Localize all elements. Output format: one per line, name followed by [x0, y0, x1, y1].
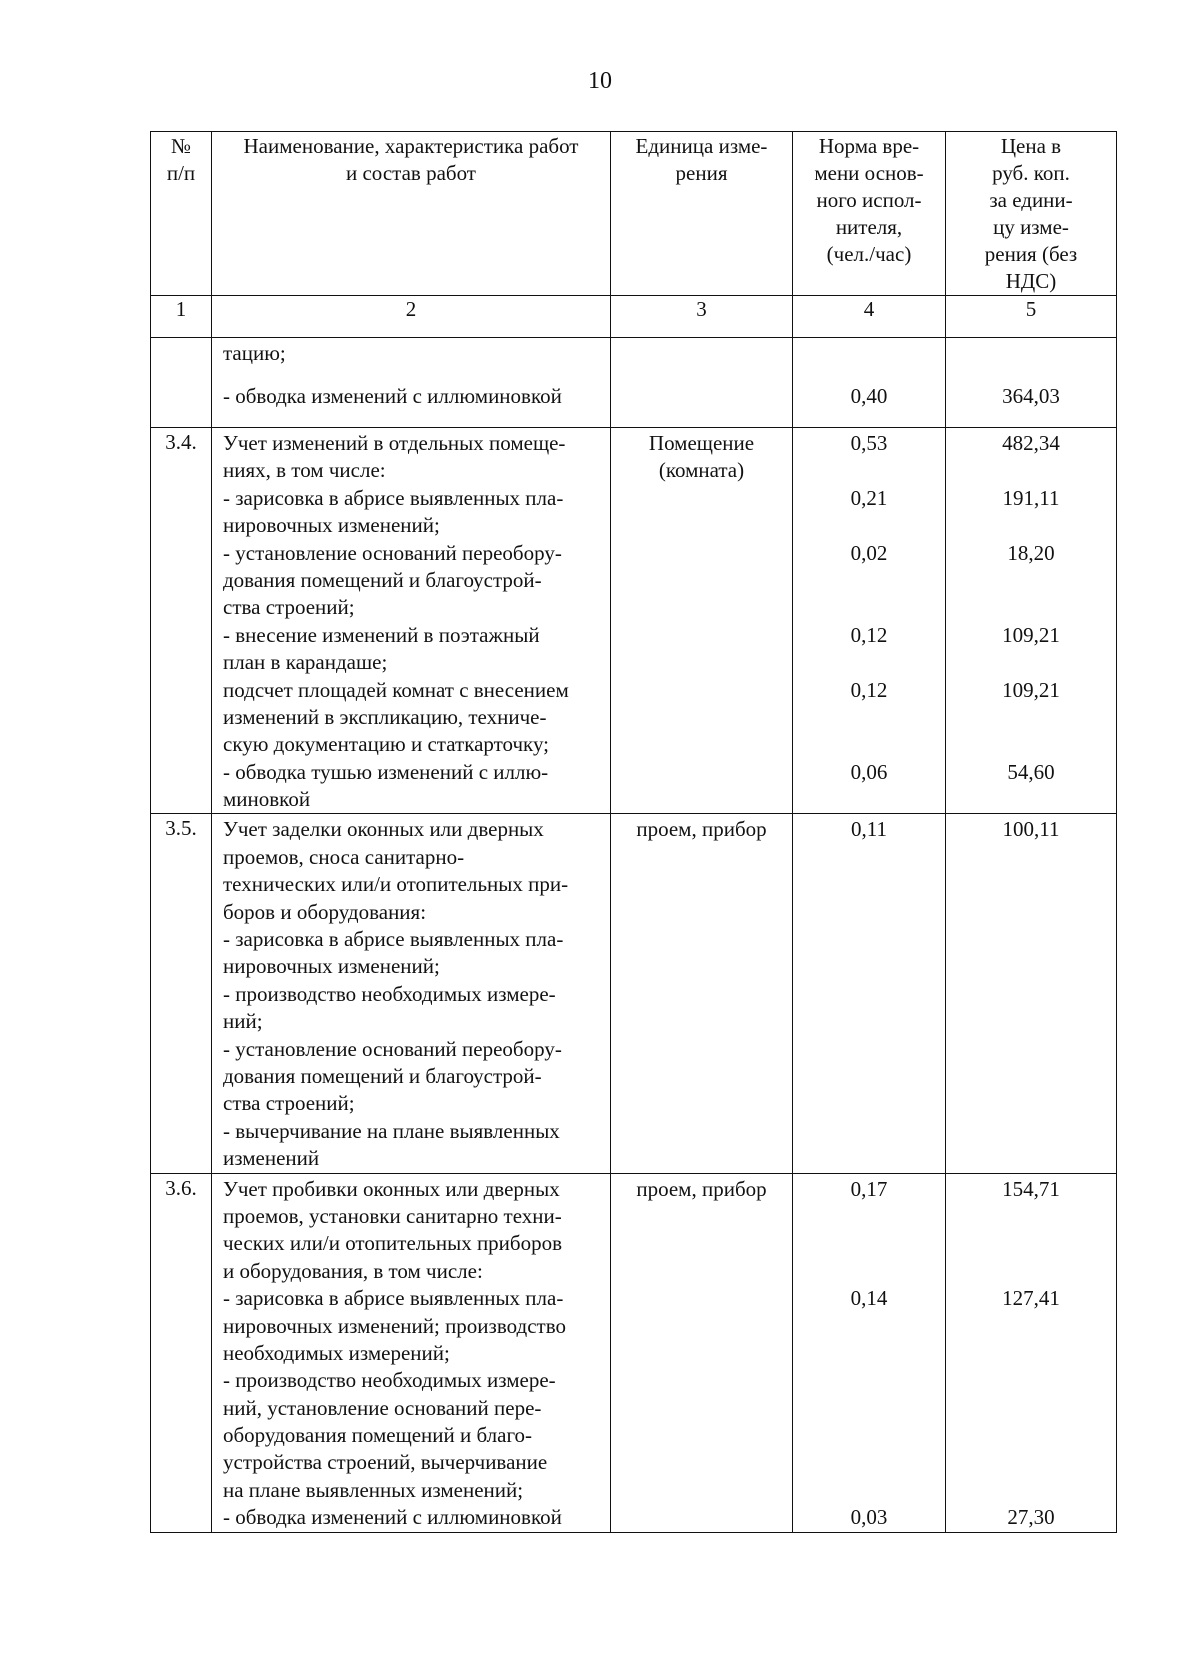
description-line: Учет заделки оконных или дверных — [223, 817, 544, 842]
price-value: 109,21 — [1002, 622, 1060, 647]
description-line: миновкой — [223, 787, 311, 812]
row-number: 3.6. — [151, 1173, 212, 1532]
description-line: ний; — [223, 1009, 263, 1034]
description-line: - установление оснований переобору- — [223, 1036, 562, 1061]
norm-value: 0,06 — [850, 759, 888, 784]
description-line: и оборудования, в том числе: — [223, 1258, 483, 1283]
price-value: 109,21 — [1002, 677, 1060, 702]
row-norm — [793, 814, 946, 1173]
header-text: руб. коп. — [992, 161, 1070, 185]
row-price — [946, 1173, 1117, 1532]
header-text: Единица изме- — [635, 134, 768, 158]
column-number-row — [151, 296, 1117, 338]
description-line: - обводка изменений с иллюминовкой — [223, 384, 562, 409]
column-number: 5 — [946, 296, 1117, 338]
row-number: 3.4. — [151, 428, 212, 814]
column-number: 2 — [212, 296, 611, 338]
description-line: - зарисовка в абрисе выявленных пла- — [223, 927, 564, 952]
description-line: технических или/и отопительных при- — [223, 872, 569, 897]
norm-value: 0,21 — [850, 485, 888, 510]
header-text: рения — [675, 161, 728, 185]
header-number-cell — [151, 132, 212, 296]
description-line: Учет изменений в отдельных помеще- — [223, 431, 566, 455]
norm-value: 0,02 — [850, 540, 888, 565]
header-text: № — [170, 134, 192, 158]
header-text: п/п — [166, 161, 196, 185]
description-line: оборудования помещений и благо- — [223, 1423, 533, 1448]
norm-value: 0,17 — [850, 1176, 888, 1201]
description-line: необходимых измерений; — [223, 1340, 450, 1365]
description-line: ства строений; — [223, 595, 355, 620]
description-line: устройства строений, вычерчивание — [223, 1450, 548, 1475]
norm-value: 0,11 — [851, 817, 887, 842]
description-line: нировочных изменений; — [223, 954, 440, 979]
unit-line: проем, прибор — [636, 817, 767, 842]
description-line: изменений — [223, 1146, 320, 1171]
description-line: дования помещений и благоустрой- — [223, 567, 542, 592]
row-unit — [611, 428, 793, 814]
norm-value: 0,53 — [850, 431, 888, 455]
row-norm — [793, 338, 946, 428]
norm-value: 0,03 — [850, 1505, 888, 1530]
norm-value: 0,40 — [850, 384, 888, 409]
row-price — [946, 814, 1117, 1173]
header-price-cell — [946, 132, 1117, 296]
table-row-continuation — [151, 338, 1117, 428]
price-value: 100,11 — [1002, 817, 1060, 842]
unit-line: Помещение — [648, 431, 755, 455]
description-line: проемов, сноса санитарно- — [223, 844, 465, 869]
norm-value: 0,12 — [850, 677, 888, 702]
row-norm — [793, 1173, 946, 1532]
price-value: 191,11 — [1002, 485, 1060, 510]
price-value: 18,20 — [1007, 540, 1055, 565]
page-number: 10 — [588, 68, 612, 94]
description-line: - установление оснований переобору- — [223, 540, 562, 565]
row-number: 3.5. — [151, 814, 212, 1173]
row-description — [212, 814, 611, 1173]
header-text: рения (без — [984, 242, 1078, 266]
description-line: - внесение изменений в поэтажный — [223, 622, 540, 647]
row-price — [946, 338, 1117, 428]
description-line: ниях, в том числе: — [223, 458, 386, 483]
header-text: (чел./час) — [826, 242, 912, 266]
row-description — [212, 428, 611, 814]
column-number: 3 — [611, 296, 793, 338]
price-value: 54,60 — [1007, 759, 1055, 784]
row-price — [946, 428, 1117, 814]
row-description — [212, 1173, 611, 1532]
description-line: боров и оборудования: — [223, 899, 427, 924]
description-line: Учет пробивки оконных или дверных — [223, 1176, 560, 1201]
description-line: тацию; — [223, 341, 286, 365]
description-line: - обводка изменений с иллюминовкой — [223, 1505, 562, 1530]
table-row-3-5 — [151, 814, 1117, 1173]
norm-value: 0,12 — [850, 622, 888, 647]
description-line: проемов, установки санитарно техни- — [223, 1203, 562, 1228]
price-value: 127,41 — [1002, 1286, 1060, 1311]
header-text: Цена в — [1000, 134, 1062, 158]
row-unit — [611, 1173, 793, 1532]
description-line: - обводка тушью изменений с иллю- — [223, 759, 549, 784]
price-value: 364,03 — [1002, 384, 1060, 409]
description-line: нировочных изменений; производство — [223, 1313, 566, 1338]
description-line: подсчет площадей комнат с внесением — [223, 677, 569, 702]
table-header-row — [151, 132, 1117, 296]
row-unit — [611, 338, 793, 428]
price-value: 27,30 — [1007, 1505, 1055, 1530]
header-text: ного испол- — [816, 188, 922, 212]
description-line: ческих или/и отопительных приборов — [223, 1231, 563, 1256]
description-line: - зарисовка в абрисе выявленных пла- — [223, 485, 564, 510]
header-name-cell — [212, 132, 611, 296]
description-line: скую документацию и статкарточку; — [223, 732, 550, 757]
row-description — [212, 338, 611, 428]
description-line: - производство необходимых измере- — [223, 981, 556, 1006]
header-unit-cell — [611, 132, 793, 296]
description-line: - зарисовка в абрисе выявленных пла- — [223, 1286, 564, 1311]
header-text: за едини- — [989, 188, 1073, 212]
row-number — [151, 338, 212, 428]
description-line: план в карандаше; — [223, 650, 388, 675]
description-line: на плане выявленных изменений; — [223, 1477, 524, 1502]
header-text: и состав работ — [346, 161, 476, 185]
header-norm-cell — [793, 132, 946, 296]
header-text: нителя, — [835, 215, 903, 239]
price-table — [150, 131, 1117, 1533]
column-number: 1 — [151, 296, 212, 338]
row-norm — [793, 428, 946, 814]
description-line: - производство необходимых измере- — [223, 1368, 556, 1393]
table-row-3-4 — [151, 428, 1117, 814]
price-value: 154,71 — [1002, 1176, 1060, 1201]
norm-value: 0,14 — [850, 1286, 888, 1311]
row-unit — [611, 814, 793, 1173]
description-line: дования помещений и благоустрой- — [223, 1063, 542, 1088]
description-line: изменений в экспликацию, техниче- — [223, 704, 547, 729]
header-text: НДС) — [1005, 269, 1057, 293]
table-row-3-6 — [151, 1173, 1117, 1532]
description-line: - вычерчивание на плане выявленных — [223, 1118, 560, 1143]
unit-line: (комната) — [658, 458, 745, 483]
header-text: мени основ- — [814, 161, 924, 185]
description-line: ства строений; — [223, 1091, 355, 1116]
header-text: Наименование, характеристика работ — [243, 134, 579, 158]
description-line: нировочных изменений; — [223, 513, 440, 538]
header-text: цу изме- — [993, 215, 1069, 239]
unit-line: проем, прибор — [636, 1176, 767, 1201]
price-value: 482,34 — [1002, 431, 1060, 455]
description-line: ний, установление оснований пере- — [223, 1395, 542, 1420]
header-text: Норма вре- — [818, 134, 920, 158]
column-number: 4 — [793, 296, 946, 338]
